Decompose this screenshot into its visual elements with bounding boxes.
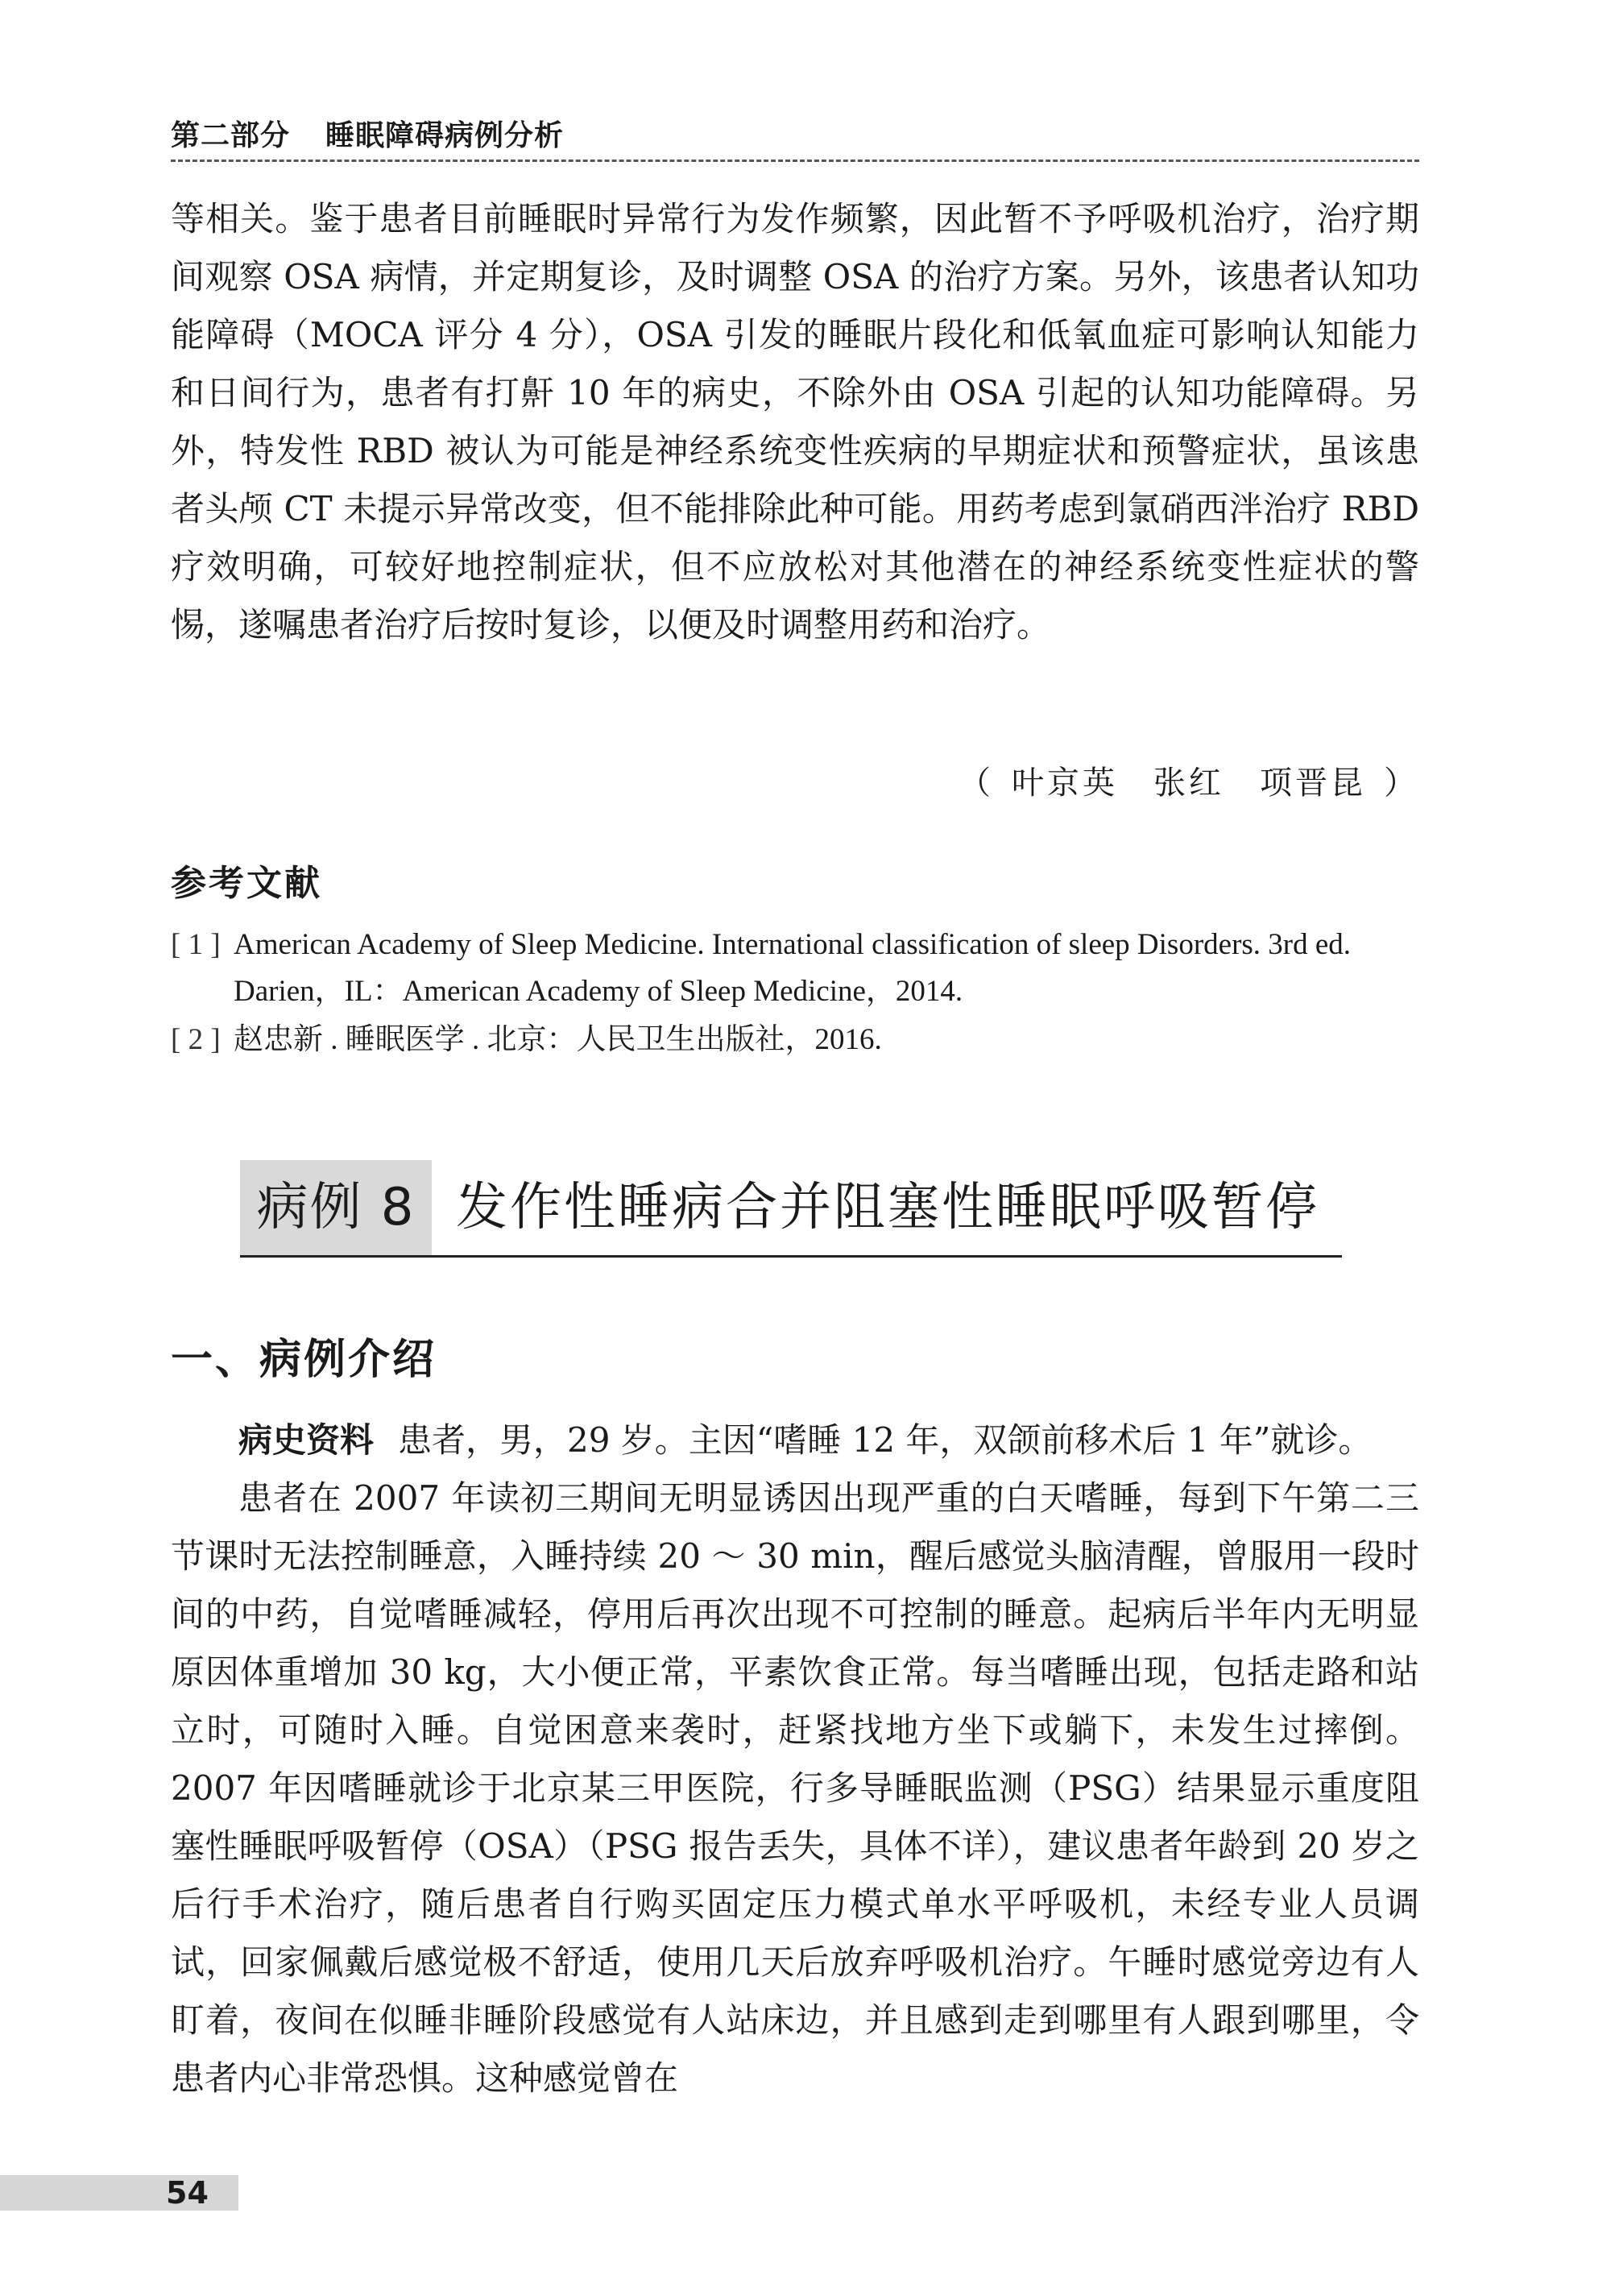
case-title [240, 1160, 1342, 1258]
header-divider [171, 160, 1419, 162]
case-name: 发作性睡病合并阻塞性睡眠呼吸暂停 [456, 1178, 1319, 1237]
author-name: 叶京英 [1012, 765, 1118, 802]
reference-text: 赵忠新 . 睡眠医学 . 北京：人民卫生出版社，2016. [234, 1023, 882, 1056]
author-name: 张红 [1153, 765, 1224, 802]
page-number: 54 [166, 2175, 209, 2211]
authors-close-paren: ） [1384, 765, 1419, 802]
history-paragraph: 患者在 2007 年读初三期间无明显诱因出现严重的白天嗜睡，每到下午第二三节课时无法控制睡意，入睡持续 20 ～ 30 min，醒后感觉头脑清醒，曾服用一段时间的中药，自觉嗜睡减轻，停用后再次出现不可控制的睡意。起病后半年内无明显原因体重增加 30 kg，大小便正常，平素饮食正常。每当嗜睡出现，包括走路和站立时，可随时入睡。自觉困意来袭时，赶紧找地方坐下或躺下，未发生过摔倒。2007 年因嗜睡就诊于北京某三甲医院，行多导睡眠监测（PSG）结果显示重度阻塞性睡眠呼吸暂停（OSA）（PSG 报告丢失，具体不详），建议患者年龄到 20 岁之后行手术治疗，随后患者自行购买固定压力模式单水平呼吸机，未经专业人员调试，回家佩戴后感觉极不舒适，使用几天后放弃呼吸机治疗。午睡时感觉旁边有人盯着，夜间在似睡非睡阶段感觉有人站床边，并且感到走到哪里有人跟到哪里，令患者内心非常恐惧。这种感觉曾在 [171, 1478, 1419, 2098]
section-heading: 一、病例介绍 [171, 1336, 437, 1384]
reference-text-continued: Darien，IL：American Academy of Sleep Medicine，2014. [234, 975, 963, 1008]
discussion-paragraph: 等相关。鉴于患者目前睡眠时异常行为发作频繁，因此暂不予呼吸机治疗，治疗期间观察 OSA 病情，并定期复诊，及时调整 OSA 的治疗方案。另外，该患者认知功能障碍（MOCA 评分 4 分），OSA 引发的睡眠片段化和低氧血症可影响认知能力和日间行为，患者有打鼾 10 年的病史，不除外由 OSA 引起的认知功能障碍。另外，特发性 RBD 被认为可能是神经系统变性疾病的早期症状和预警症状，虽该患者头颅 CT 未提示异常改变，但不能排除此种可能。用药考虑到氯硝西泮治疗 RBD 疗效明确，可较好地控制症状，但不应放松对其他潜在的神经系统变性症状的警惕，遂嘱患者治疗后按时复诊，以便及时调整用药和治疗。 [171, 199, 1419, 644]
authors-open-paren: （ [959, 765, 994, 802]
references-title: 参考文献 [171, 863, 322, 904]
reference-item [171, 1017, 1419, 1063]
reference-text: American Academy of Sleep Medicine. International classification of sleep Disorders. 3rd ed. [234, 928, 1352, 961]
case-label: 病例 8 [240, 1160, 432, 1255]
header-title: 睡眠障碍病例分析 [325, 119, 565, 152]
header-part: 第二部分 [171, 119, 291, 152]
history-lead: 病史资料 [238, 1420, 375, 1460]
reference-number: [ 2 ] [171, 1023, 221, 1056]
reference-item [171, 922, 1419, 1015]
history-first-text: 患者，男，29 岁。主因“嗜睡 12 年，双颌前移术后 1 年”就诊。 [398, 1420, 1373, 1460]
history-first-line [171, 1411, 1419, 1469]
page-number-tab [0, 2175, 238, 2211]
reference-number: [ 1 ] [171, 928, 221, 961]
running-header [171, 113, 564, 154]
author-name: 项晋昆 [1260, 765, 1366, 802]
authors-line [959, 757, 1419, 803]
